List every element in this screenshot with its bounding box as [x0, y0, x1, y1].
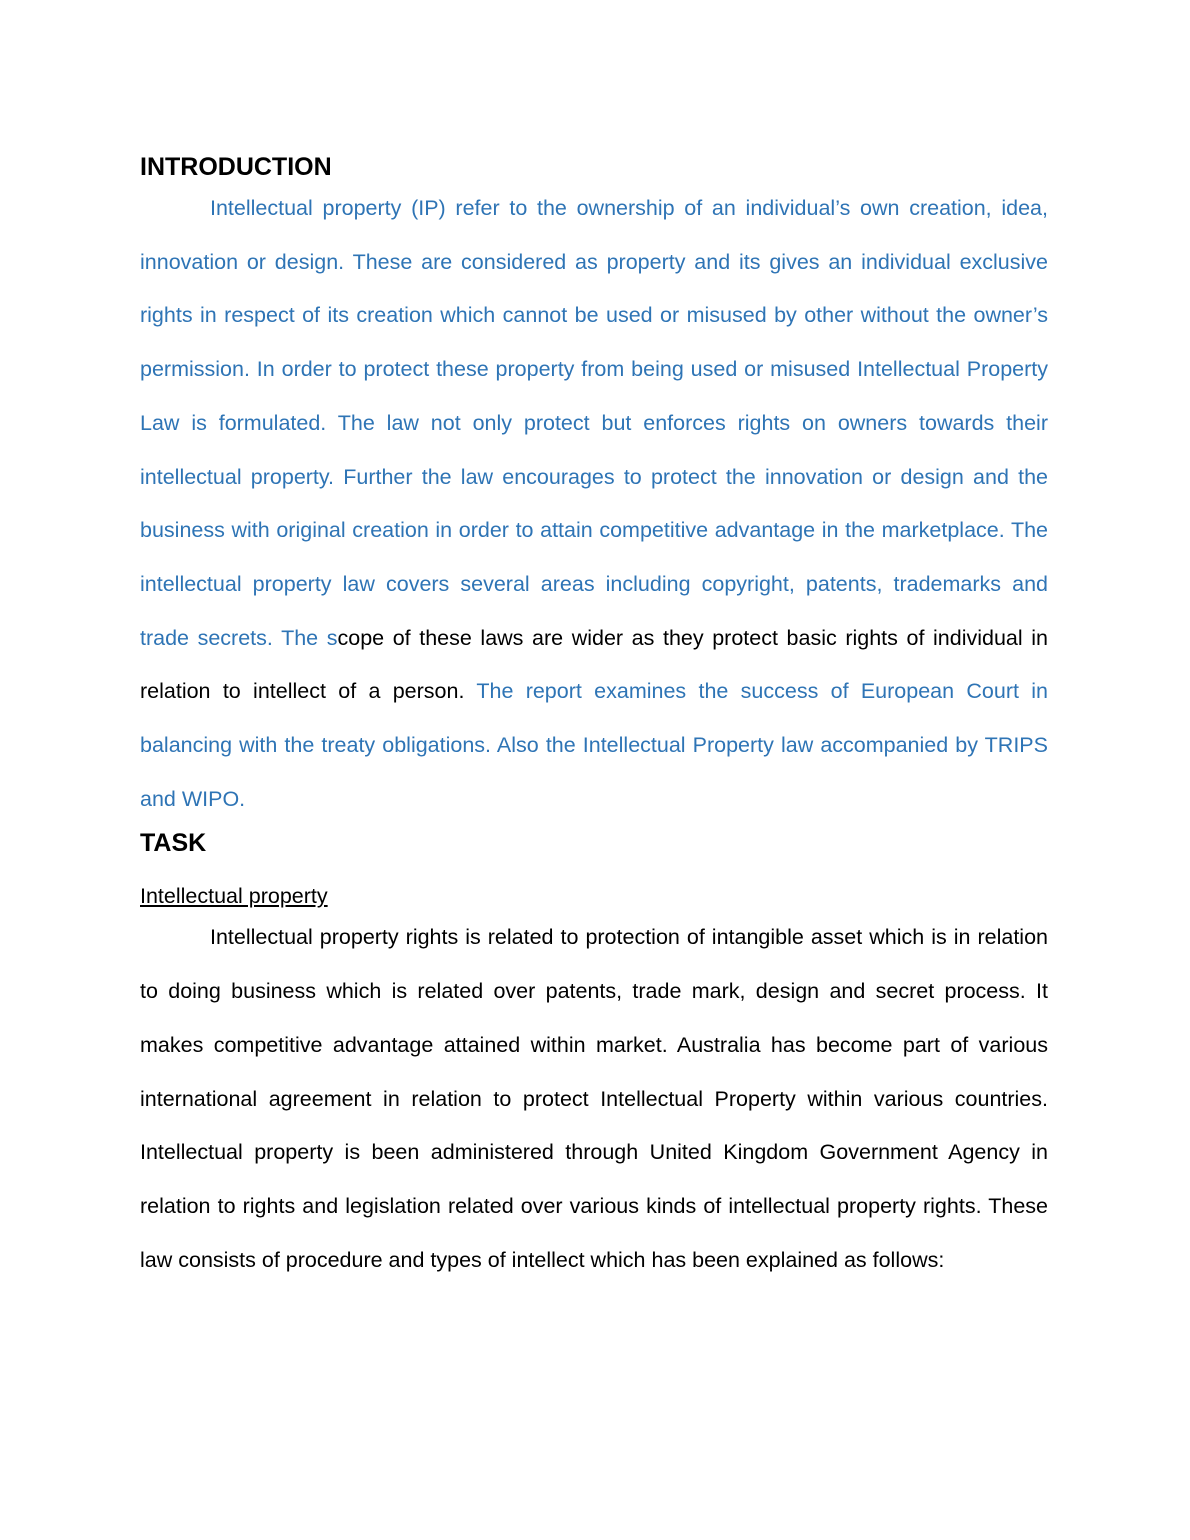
document-page: [140, 150, 1048, 1287]
introduction-paragraph: [140, 182, 1048, 826]
intellectual-property-subheading: Intellectual property: [140, 884, 328, 909]
introduction-text-black: cope of these laws are wider as they protect basic rights of individual in relation to intellect of a person.: [140, 625, 1048, 704]
introduction-heading: INTRODUCTION: [140, 153, 332, 181]
task-heading: TASK: [140, 829, 207, 858]
intellectual-property-paragraph: Intellectual property rights is related to protection of intangible asset which is in relation to doing business which is related over patents, trade mark, design and secret process. It makes competitive advantage attained within market. Australia has become part of various international agreement in relation to protect Intellectual Property within various countries. Intellectual property is been administered through United Kingdom Government Agency in relation to rights and legislation related over various kinds of intellectual property rights. These law consists of procedure and types of intellect which has been explained as follows:: [140, 925, 1048, 1272]
introduction-text-blue-1: Intellectual property (IP) refer to the ownership of an individual’s own creation, idea, innovation or design. These are considered as property and its gives an individual exclusive rights in respect of its creation which cannot be used or misused by other without the owner’s permission. In order to protect these property from being used or misused Intellectual Property Law is formulated. The law not only protect but enforces rights on owners towards their intellectual property. Further the law encourages to protect the innovation or design and the business with original creation in order to attain competitive advantage in the marketplace. The intellectual property law covers several areas including copyright, patents, trademarks and trade secrets. The s: [140, 196, 1048, 650]
introduction-text-blue-2: The report examines the success of European Court in balancing with the treaty obligations. Also the Intellectual Property law accompanied by TRIPS and WIPO.: [140, 679, 1048, 811]
